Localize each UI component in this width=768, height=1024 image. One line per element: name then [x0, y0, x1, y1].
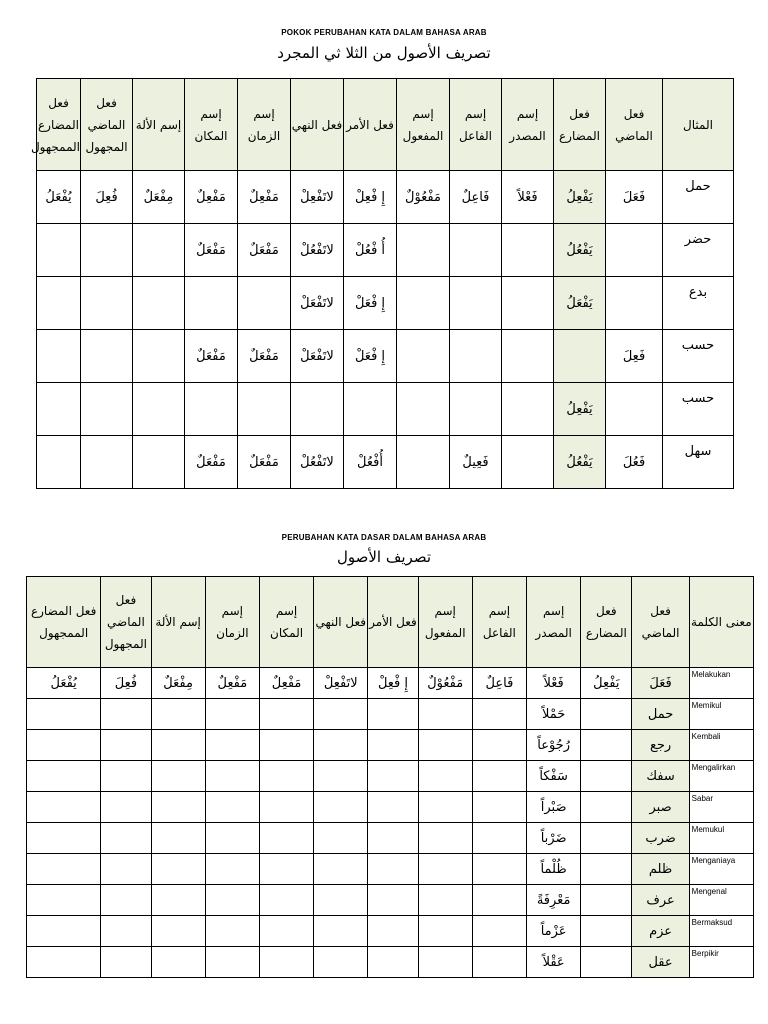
empty-cell — [205, 730, 259, 761]
table-row — [27, 699, 754, 730]
empty-cell — [418, 854, 472, 885]
empty-cell — [368, 947, 418, 978]
empty-cell — [418, 947, 472, 978]
madhi-cell: سفك — [632, 761, 689, 792]
empty-cell — [581, 699, 632, 730]
empty-cell — [259, 730, 313, 761]
pattern-cell: فُعِلَ — [101, 668, 151, 699]
empty-cell — [472, 854, 526, 885]
empty-cell — [472, 823, 526, 854]
table-row — [27, 761, 754, 792]
empty-cell — [472, 885, 526, 916]
header-cell: المثال — [663, 79, 734, 171]
madhi-cell: ضرب — [632, 823, 689, 854]
form-cell: أُ فْعُلْ — [344, 224, 397, 277]
form-cell — [133, 224, 185, 277]
table-row — [37, 171, 734, 224]
header-cell: فعل الأمر — [344, 79, 397, 171]
pattern-row — [27, 668, 754, 699]
empty-cell — [151, 761, 205, 792]
empty-cell — [314, 854, 368, 885]
empty-cell — [101, 823, 151, 854]
form-cell — [502, 277, 554, 330]
header-cell: فعل المضارع الممجهول — [37, 79, 81, 171]
form-cell — [554, 330, 606, 383]
header-cell: إسم المكان — [185, 79, 238, 171]
table-row — [27, 792, 754, 823]
form-cell — [238, 277, 291, 330]
form-cell: لاتَفْعُلْ — [291, 436, 344, 489]
doc1-title-arabic: تصريف الأصول من الثلا ثي المجرد — [277, 44, 491, 62]
empty-cell — [368, 699, 418, 730]
form-cell — [606, 383, 663, 436]
form-cell: يَفْعُلُ — [554, 436, 606, 489]
empty-cell — [27, 792, 101, 823]
pattern-cell: يَفْعِلُ — [581, 668, 632, 699]
form-cell — [37, 224, 81, 277]
form-cell: يَفْعُلُ — [554, 224, 606, 277]
form-cell: مَفْعَلٌ — [238, 330, 291, 383]
form-cell — [133, 330, 185, 383]
empty-cell — [418, 699, 472, 730]
empty-cell — [581, 947, 632, 978]
header-cell: إسم الألة — [151, 577, 205, 668]
empty-cell — [368, 854, 418, 885]
header-cell: فعل النهي — [291, 79, 344, 171]
form-cell — [397, 436, 450, 489]
empty-cell — [418, 792, 472, 823]
empty-cell — [27, 947, 101, 978]
form-cell: فَعِلَ — [606, 330, 663, 383]
empty-cell — [27, 885, 101, 916]
masdar-cell: عَزْماً — [527, 916, 581, 947]
empty-cell — [27, 916, 101, 947]
form-cell: إِ فْعِلْ — [344, 171, 397, 224]
empty-cell — [581, 730, 632, 761]
form-cell: مَفْعَلٌ — [185, 436, 238, 489]
form-cell: فُعِلَ — [81, 171, 133, 224]
pattern-cell: لاتَفْعِلْ — [314, 668, 368, 699]
header-cell: إسم المفعول — [397, 79, 450, 171]
madhi-cell: عقل — [632, 947, 689, 978]
form-cell: مَفْعَلٌ — [185, 224, 238, 277]
empty-cell — [259, 792, 313, 823]
masdar-cell: رُجُوْعاً — [527, 730, 581, 761]
empty-cell — [418, 730, 472, 761]
empty-cell — [472, 792, 526, 823]
pattern-cell: مَفْعِلٌ — [259, 668, 313, 699]
pattern-cell: فَعَلَ — [632, 668, 689, 699]
empty-cell — [151, 947, 205, 978]
pattern-cell: فَعْلاً — [527, 668, 581, 699]
form-cell: لاتَفْعُلْ — [291, 224, 344, 277]
header-cell: فعل الأمر — [368, 577, 418, 668]
form-cell — [450, 330, 502, 383]
form-cell: مَفْعِلٌ — [238, 171, 291, 224]
form-cell — [291, 383, 344, 436]
masdar-cell: مَعْرِفَةً — [527, 885, 581, 916]
empty-cell — [472, 916, 526, 947]
empty-cell — [101, 792, 151, 823]
header-cell: إسم المصدر — [502, 79, 554, 171]
doc2-title-arabic: تصريف الأصول — [336, 548, 432, 566]
header-cell: فعل الماضي المجهول — [101, 577, 151, 668]
masdar-cell: سَفْكاً — [527, 761, 581, 792]
empty-cell — [27, 823, 101, 854]
empty-cell — [368, 792, 418, 823]
form-cell: يَفْعَلُ — [554, 277, 606, 330]
empty-cell — [472, 730, 526, 761]
conjugation-table-1 — [30, 78, 734, 489]
header-cell: إسم الفاعل — [450, 79, 502, 171]
form-cell — [37, 330, 81, 383]
header-cell: إسم المصدر — [527, 577, 581, 668]
madhi-cell: حمل — [632, 699, 689, 730]
table-row — [27, 854, 754, 885]
form-cell — [397, 383, 450, 436]
table-row — [37, 383, 734, 436]
form-cell: فَعْلاً — [502, 171, 554, 224]
empty-cell — [314, 823, 368, 854]
empty-cell — [581, 854, 632, 885]
table-row — [27, 947, 754, 978]
form-cell — [81, 330, 133, 383]
meaning-cell: Kembali — [689, 730, 753, 761]
empty-cell — [581, 761, 632, 792]
empty-cell — [259, 885, 313, 916]
form-cell — [502, 436, 554, 489]
meaning-cell: Memikul — [689, 699, 753, 730]
form-cell: إِ فْعَلْ — [344, 277, 397, 330]
empty-cell — [368, 916, 418, 947]
pattern-cell: مَفْعُوْلٌ — [418, 668, 472, 699]
form-cell: يَفْعِلُ — [554, 383, 606, 436]
empty-cell — [101, 854, 151, 885]
empty-cell — [368, 761, 418, 792]
pattern-cell: إِ فْعِلْ — [368, 668, 418, 699]
table-row — [27, 823, 754, 854]
form-cell — [606, 224, 663, 277]
empty-cell — [151, 823, 205, 854]
empty-cell — [314, 885, 368, 916]
form-cell — [133, 383, 185, 436]
empty-cell — [151, 730, 205, 761]
header-cell: إسم المفعول — [418, 577, 472, 668]
header-cell: إسم الزمان — [238, 79, 291, 171]
form-cell: مَفْعِلٌ — [185, 171, 238, 224]
masdar-cell: ظُلْماً — [527, 854, 581, 885]
form-cell — [81, 277, 133, 330]
empty-cell — [259, 947, 313, 978]
table-row — [27, 730, 754, 761]
form-cell — [37, 277, 81, 330]
empty-cell — [101, 885, 151, 916]
table-row — [27, 916, 754, 947]
header-cell: معنى الكلمة — [689, 577, 753, 668]
form-cell — [450, 224, 502, 277]
root-cell: حسب — [663, 383, 734, 436]
empty-cell — [472, 947, 526, 978]
empty-cell — [101, 947, 151, 978]
form-cell: مَفْعَلٌ — [185, 330, 238, 383]
form-cell — [606, 277, 663, 330]
form-cell — [81, 383, 133, 436]
meaning-cell: Sabar — [689, 792, 753, 823]
header-cell: فعل المضارع الممجهول — [27, 577, 101, 668]
empty-cell — [151, 699, 205, 730]
form-cell: مَفْعَلٌ — [238, 436, 291, 489]
root-cell: حمل — [663, 171, 734, 224]
meaning-cell: Menganiaya — [689, 854, 753, 885]
root-cell: بدع — [663, 277, 734, 330]
empty-cell — [101, 761, 151, 792]
empty-cell — [205, 947, 259, 978]
meaning-cell: Bermaksud — [689, 916, 753, 947]
header-cell: إسم المكان — [259, 577, 313, 668]
form-cell — [397, 277, 450, 330]
form-cell — [450, 383, 502, 436]
empty-cell — [472, 761, 526, 792]
table-row — [37, 436, 734, 489]
form-cell — [344, 383, 397, 436]
empty-cell — [205, 885, 259, 916]
pattern-cell: يُفْعَلُ — [27, 668, 101, 699]
header-cell: إسم الزمان — [205, 577, 259, 668]
empty-cell — [581, 885, 632, 916]
form-cell: يُفْعَلُ — [37, 171, 81, 224]
empty-cell — [418, 823, 472, 854]
form-cell: لاتَفْعَلْ — [291, 277, 344, 330]
empty-cell — [205, 699, 259, 730]
form-cell — [185, 383, 238, 436]
form-cell — [450, 277, 502, 330]
form-cell: لاتَفْعِلْ — [291, 171, 344, 224]
empty-cell — [314, 916, 368, 947]
form-cell: مَفْعَلٌ — [238, 224, 291, 277]
empty-cell — [314, 730, 368, 761]
empty-cell — [27, 761, 101, 792]
masdar-cell: ضَرْباً — [527, 823, 581, 854]
masdar-cell: حَمْلاً — [527, 699, 581, 730]
form-cell — [502, 383, 554, 436]
empty-cell — [368, 730, 418, 761]
empty-cell — [205, 854, 259, 885]
empty-cell — [259, 916, 313, 947]
form-cell — [502, 224, 554, 277]
form-cell: يَفْعِلُ — [554, 171, 606, 224]
empty-cell — [418, 885, 472, 916]
table-row — [37, 277, 734, 330]
empty-cell — [368, 823, 418, 854]
empty-cell — [581, 792, 632, 823]
empty-cell — [314, 792, 368, 823]
empty-cell — [151, 916, 205, 947]
empty-cell — [27, 699, 101, 730]
empty-cell — [259, 761, 313, 792]
empty-cell — [314, 699, 368, 730]
form-cell: أُفْعُلْ — [344, 436, 397, 489]
form-cell — [133, 277, 185, 330]
meaning-cell: Berpikir — [689, 947, 753, 978]
form-cell — [81, 224, 133, 277]
empty-cell — [205, 761, 259, 792]
form-cell — [81, 436, 133, 489]
meaning-cell: Mengalirkan — [689, 761, 753, 792]
empty-cell — [368, 885, 418, 916]
empty-cell — [259, 854, 313, 885]
header-cell: إسم الألة — [133, 79, 185, 171]
empty-cell — [151, 792, 205, 823]
empty-cell — [101, 730, 151, 761]
madhi-cell: ظلم — [632, 854, 689, 885]
empty-cell — [101, 916, 151, 947]
masdar-cell: صَبْراً — [527, 792, 581, 823]
root-cell: حضر — [663, 224, 734, 277]
root-cell: حسب — [663, 330, 734, 383]
conjugation-table-2 — [26, 576, 754, 978]
header-cell: فعل المضارع — [554, 79, 606, 171]
root-cell: سهل — [663, 436, 734, 489]
meaning-cell: Memukul — [689, 823, 753, 854]
form-cell: فَعِيلٌ — [450, 436, 502, 489]
table-row — [37, 330, 734, 383]
empty-cell — [205, 792, 259, 823]
form-cell — [397, 224, 450, 277]
header-cell: فعل الماضي — [632, 577, 689, 668]
meaning-cell: Melakukan — [689, 668, 753, 699]
pattern-cell: فَاعِلٌ — [472, 668, 526, 699]
form-cell: مَفْعُوْلٌ — [397, 171, 450, 224]
empty-cell — [151, 885, 205, 916]
madhi-cell: عزم — [632, 916, 689, 947]
empty-cell — [27, 854, 101, 885]
form-cell — [133, 436, 185, 489]
empty-cell — [314, 761, 368, 792]
empty-cell — [581, 823, 632, 854]
meaning-cell: Mengenal — [689, 885, 753, 916]
masdar-cell: عَقْلاً — [527, 947, 581, 978]
doc2-title-latin: PERUBAHAN KATA DASAR DALAM BAHASA ARAB — [281, 533, 487, 542]
table-row — [27, 885, 754, 916]
pattern-cell: مَفْعِلٌ — [205, 668, 259, 699]
empty-cell — [581, 916, 632, 947]
form-cell — [37, 383, 81, 436]
header-cell: فعل النهي — [314, 577, 368, 668]
header-cell: فعل المضارع — [581, 577, 632, 668]
empty-cell — [314, 947, 368, 978]
form-cell: فَعَلَ — [606, 171, 663, 224]
form-cell — [502, 330, 554, 383]
madhi-cell: رجع — [632, 730, 689, 761]
form-cell — [238, 383, 291, 436]
header-cell: إسم الفاعل — [472, 577, 526, 668]
empty-cell — [259, 699, 313, 730]
empty-cell — [472, 699, 526, 730]
pattern-cell: مِفْعَلٌ — [151, 668, 205, 699]
empty-cell — [418, 761, 472, 792]
form-cell — [185, 277, 238, 330]
empty-cell — [27, 730, 101, 761]
table-row — [37, 224, 734, 277]
form-cell: مِفْعَلٌ — [133, 171, 185, 224]
empty-cell — [418, 916, 472, 947]
header-cell: فعل الماضي — [606, 79, 663, 171]
form-cell — [37, 436, 81, 489]
madhi-cell: صبر — [632, 792, 689, 823]
header-cell: فعل الماضي المجهول — [81, 79, 133, 171]
form-cell — [397, 330, 450, 383]
empty-cell — [205, 823, 259, 854]
form-cell: فَاعِلٌ — [450, 171, 502, 224]
form-cell: إِ فْعَلْ — [344, 330, 397, 383]
madhi-cell: عرف — [632, 885, 689, 916]
form-cell: لاتَفْعَلْ — [291, 330, 344, 383]
empty-cell — [101, 699, 151, 730]
empty-cell — [151, 854, 205, 885]
doc1-title-latin: POKOK PERUBAHAN KATA DALAM BAHASA ARAB — [281, 28, 487, 37]
form-cell: فَعُلَ — [606, 436, 663, 489]
empty-cell — [259, 823, 313, 854]
empty-cell — [205, 916, 259, 947]
